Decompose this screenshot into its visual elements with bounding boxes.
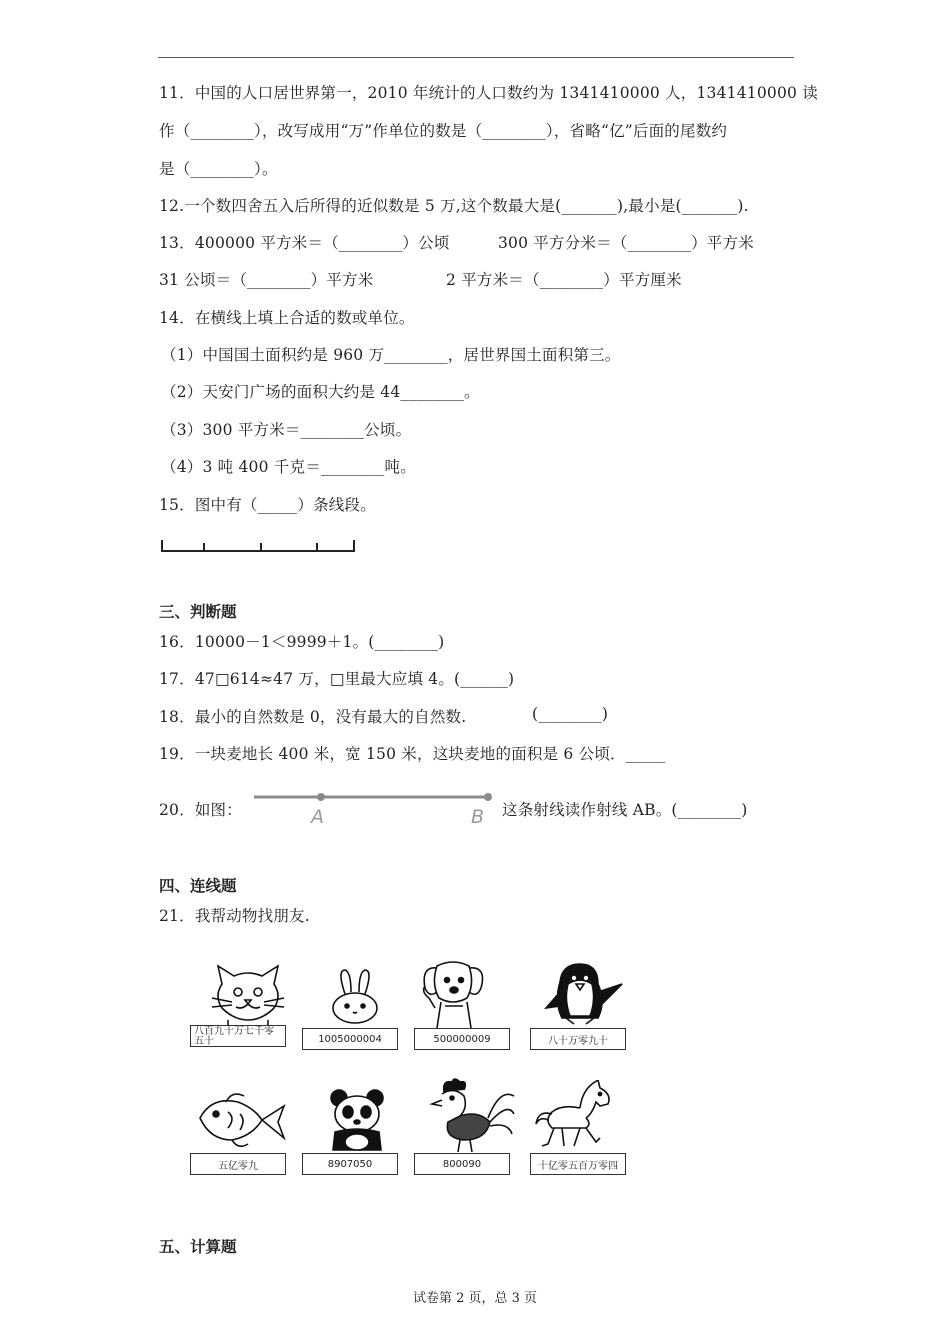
question-18-blank: (________)	[532, 705, 609, 723]
section-matching-title: 四、连线题	[159, 876, 237, 895]
question-21: 21．我帮动物找朋友.	[159, 907, 310, 925]
dog-icon	[415, 958, 491, 1028]
question-17: 17．47□614≈47 万，□里最大应填 4。(______)	[159, 670, 515, 688]
card-row2-2[interactable]: 8907050	[302, 1153, 398, 1175]
card-row2-4[interactable]: 十亿零五百万零四	[530, 1153, 626, 1175]
header-rule	[158, 57, 794, 58]
panda-icon	[327, 1088, 387, 1152]
question-14-part-4: （4）3 吨 400 千克＝________吨。	[161, 458, 416, 476]
fish-icon	[192, 1088, 288, 1152]
card-row2-3[interactable]: 800090	[414, 1153, 510, 1175]
question-14-part-3: （3）300 平方米＝________公顷。	[161, 421, 412, 439]
question-14-part-2: （2）天安门广场的面积大约是 44________。	[161, 383, 480, 401]
question-20-suffix: 这条射线读作射线 AB。(________)	[502, 801, 748, 819]
segment-figure	[158, 536, 358, 556]
card-row1-2[interactable]: 1005000004	[302, 1028, 398, 1050]
question-13-c: 31 公顷＝（________）平方米	[159, 271, 374, 289]
question-19: 19．一块麦地长 400 米，宽 150 米，这块麦地的面积是 6 公顷．_____	[159, 745, 666, 763]
question-15: 15．图中有（_____）条线段。	[159, 496, 376, 514]
card-row1-4[interactable]: 八十万零九十	[530, 1028, 626, 1050]
page-footer: 试卷第 2 页，总 3 页	[412, 1291, 538, 1306]
card-row2-1[interactable]: 五亿零九	[190, 1153, 286, 1175]
question-14-part-1: （1）中国国土面积约是 960 万________，居世界国土面积第三。	[161, 346, 621, 364]
question-13-b: 300 平方分米＝（________）平方米	[498, 234, 754, 252]
ray-diagram	[250, 786, 500, 831]
question-14-title: 14．在横线上填上合适的数或单位。	[159, 309, 415, 327]
rooster-icon	[424, 1078, 516, 1152]
cat-icon	[208, 962, 288, 1026]
question-18: 18．最小的自然数是 0，没有最大的自然数.	[159, 708, 467, 726]
question-13-a: 13．400000 平方米＝（________）公顷	[159, 234, 450, 252]
question-11-line-1: 11．中国的人口居世界第一，2010 年统计的人口数约为 1341410000 人，1341410000 读	[159, 84, 818, 102]
section-judgement-title: 三、判断题	[159, 602, 237, 621]
question-13-d: 2 平方米＝（________）平方厘米	[446, 271, 682, 289]
question-11-line-2: 作（________），改写成用“万”作单位的数是（________），省略“亿”后面的尾数约	[159, 122, 728, 140]
rabbit-icon	[325, 968, 385, 1026]
horse-icon	[534, 1080, 618, 1154]
card-row1-3[interactable]: 500000009	[414, 1028, 510, 1050]
penguin-icon	[540, 962, 626, 1026]
question-11-line-3: 是（________）。	[159, 160, 278, 178]
point-b-label: B	[471, 806, 485, 828]
question-16: 16．10000－1＜9999＋1。(________)	[159, 633, 445, 651]
section-calculation-title: 五、计算题	[159, 1237, 237, 1256]
question-12: 12.一个数四舍五入后所得的近似数是 5 万,这个数最大是(_______),最小是(_______).	[159, 197, 749, 215]
question-20-prefix: 20．如图：	[159, 801, 242, 819]
card-row1-1[interactable]: 八百九十万七千零五十	[190, 1025, 286, 1047]
point-a-label: A	[311, 806, 325, 828]
